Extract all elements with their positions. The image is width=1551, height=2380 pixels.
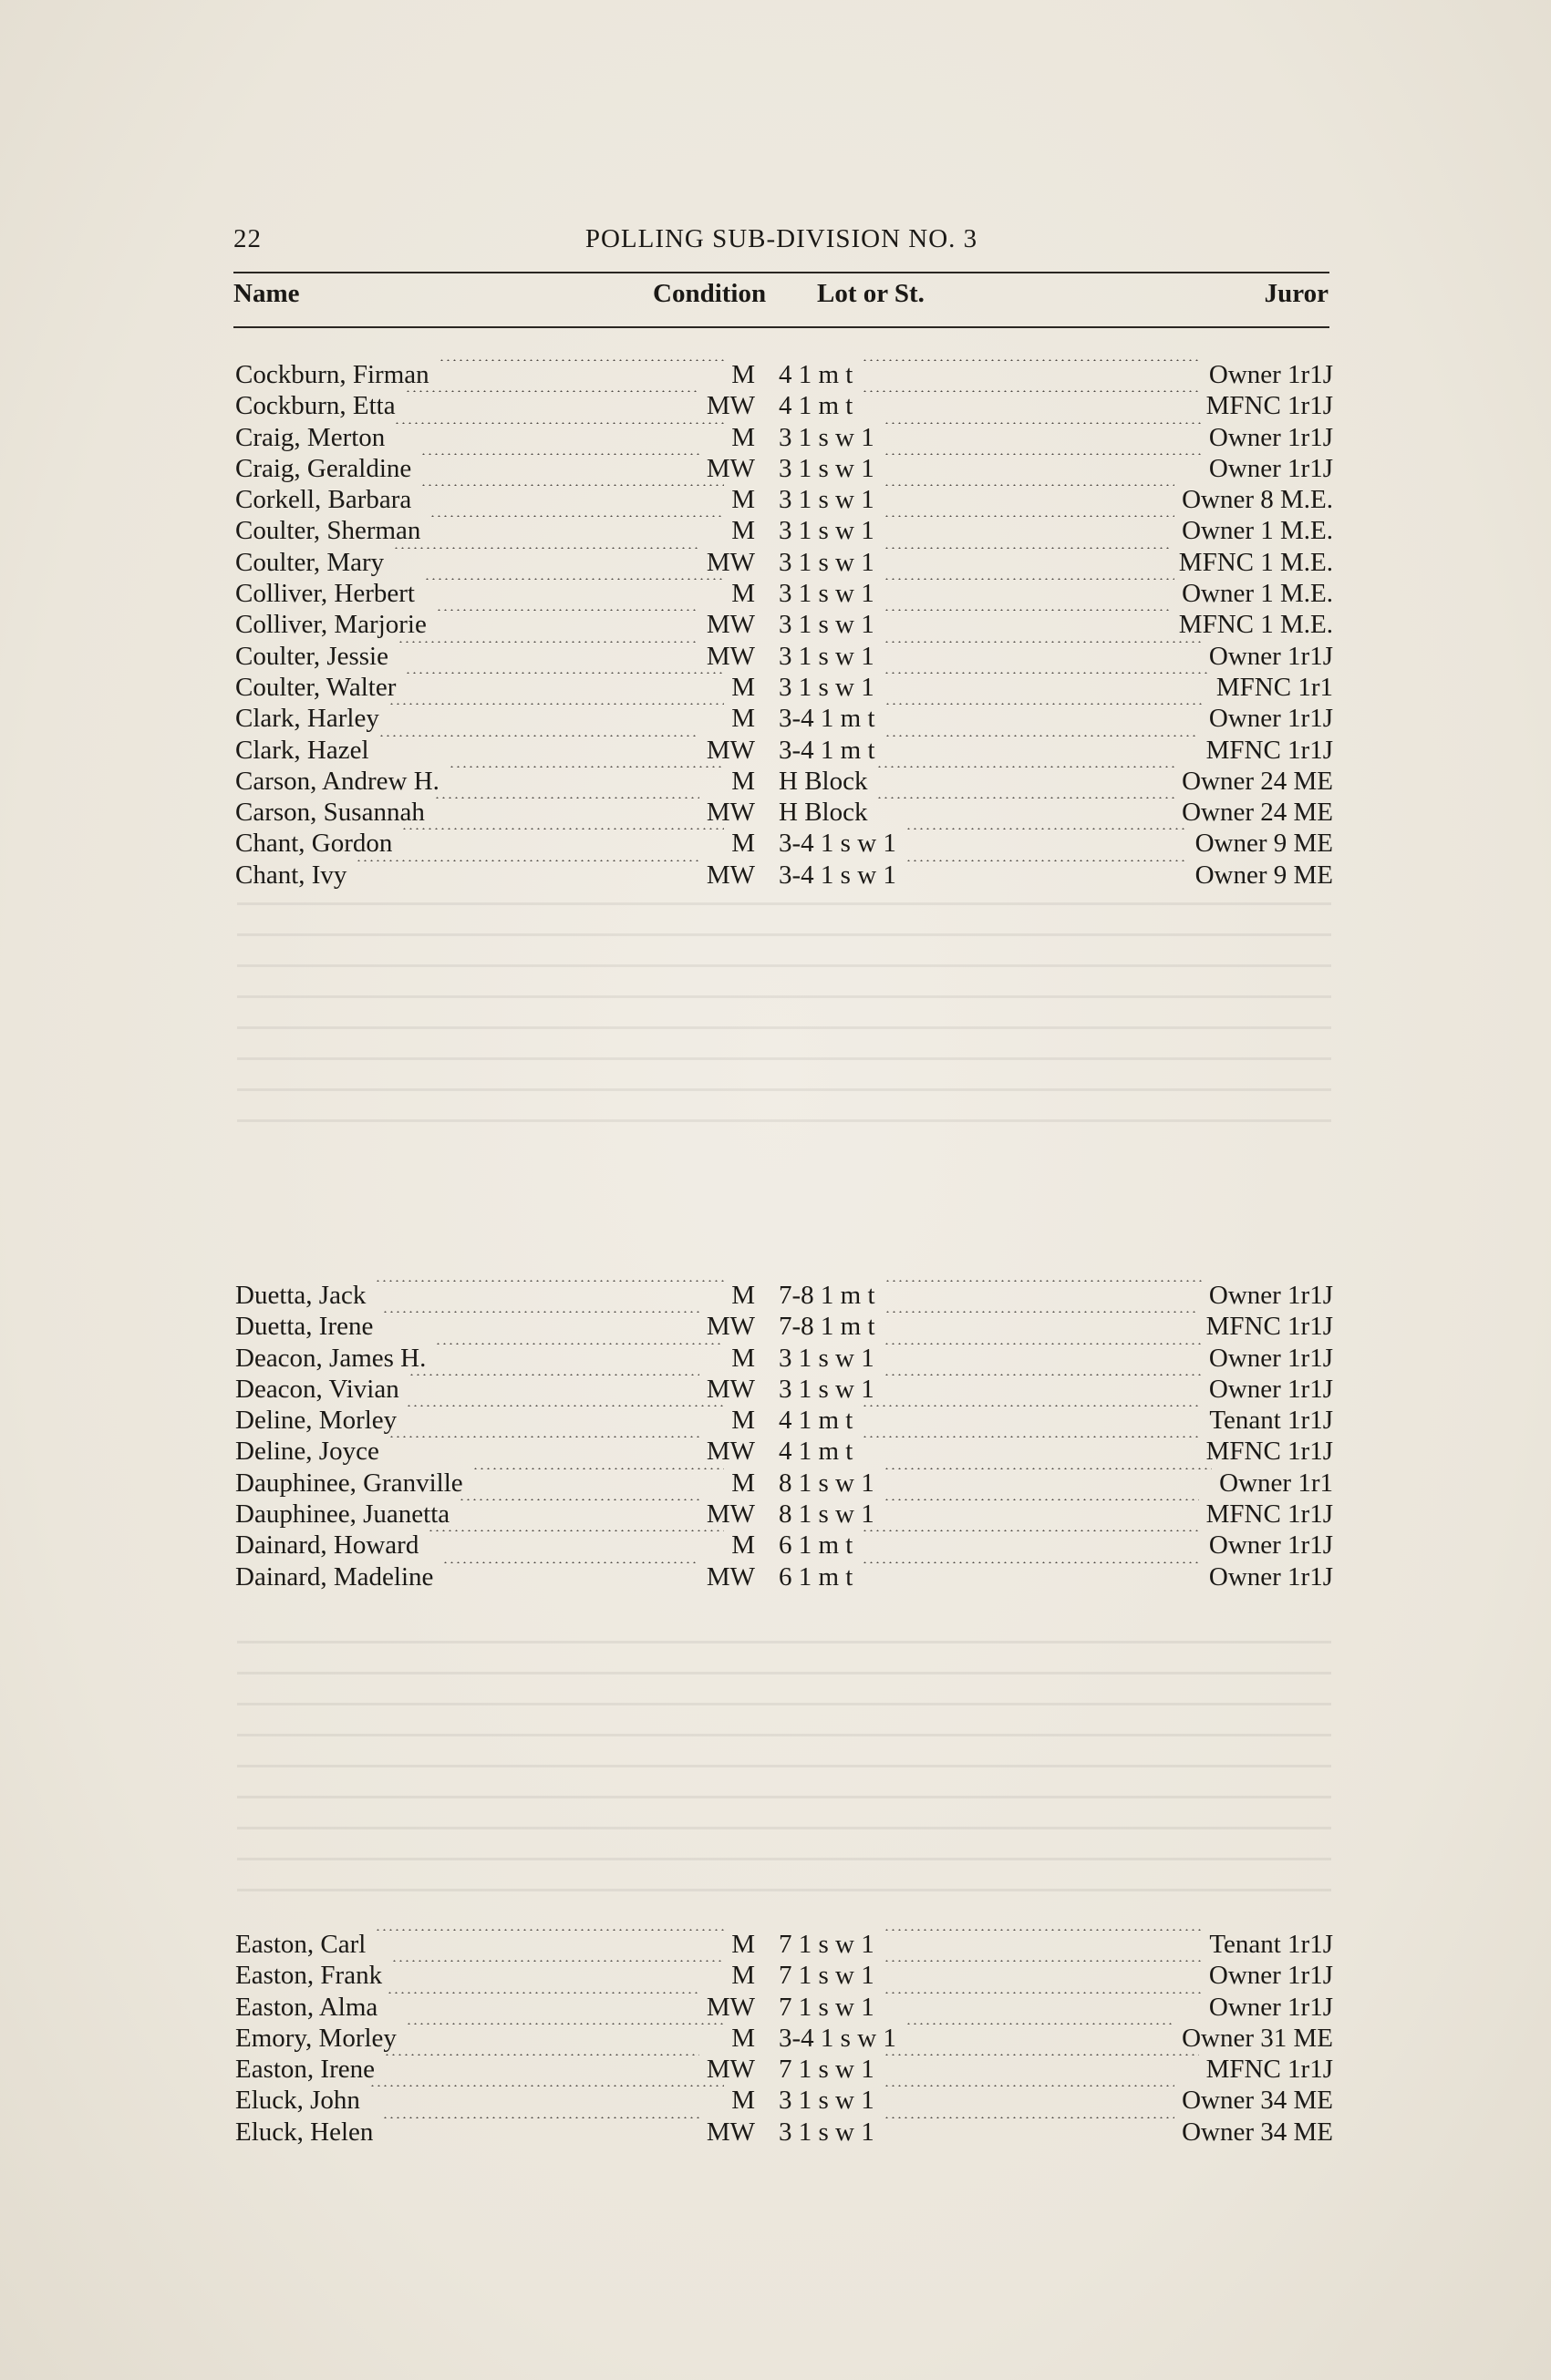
voter-juror: MFNC 1r1 xyxy=(1215,672,1333,702)
voter-condition: M xyxy=(731,1961,755,1991)
voter-juror: MFNC 1r1J xyxy=(1205,391,1333,421)
leader-lot xyxy=(862,1436,1198,1437)
voter-juror: Owner 1r1J xyxy=(1208,1961,1333,1991)
voter-juror: MFNC 1r1J xyxy=(1205,1437,1333,1467)
leader-lot xyxy=(884,1343,1202,1345)
voter-lot: 4 1 m t xyxy=(779,360,853,389)
voter-juror: Owner 34 ME xyxy=(1182,2117,1333,2147)
voter-lot: 3 1 s w 1 xyxy=(779,672,874,702)
voter-lot: 3 1 s w 1 xyxy=(779,579,874,609)
leader-lot xyxy=(876,766,1174,768)
voter-condition: MW xyxy=(706,860,755,890)
voter-row xyxy=(235,1436,1333,1467)
voter-juror: MFNC 1r1J xyxy=(1205,735,1333,765)
voter-name: Cockburn, Etta xyxy=(235,391,396,421)
voter-row xyxy=(235,422,1333,453)
leader-name xyxy=(369,2085,724,2086)
voter-condition: M xyxy=(731,766,755,796)
voter-row xyxy=(235,578,1333,609)
leader-name xyxy=(391,1960,724,1962)
leader-lot xyxy=(884,1960,1202,1962)
voter-name: Easton, Carl xyxy=(235,1930,367,1959)
voter-row xyxy=(235,672,1333,703)
column-header-juror: Juror xyxy=(1264,279,1329,308)
leader-name xyxy=(405,390,699,392)
voter-name: Coulter, Sherman xyxy=(235,516,421,546)
leader-lot xyxy=(884,2117,1174,2118)
bleed-through-bottom xyxy=(237,1641,1331,1914)
voter-row xyxy=(235,2023,1333,2054)
voter-row xyxy=(235,735,1333,766)
voter-group-c xyxy=(235,359,1333,891)
voter-juror: Owner 1r1J xyxy=(1208,1561,1333,1592)
voter-name: Carson, Andrew H. xyxy=(235,766,439,796)
leader-name xyxy=(387,1992,699,1994)
voter-name: Dainard, Madeline xyxy=(235,1561,434,1592)
voter-juror: Owner 1r1J xyxy=(1208,1281,1333,1310)
leader-name xyxy=(384,2054,699,2055)
voter-name: Colliver, Marjorie xyxy=(235,610,427,640)
voter-lot: 7 1 s w 1 xyxy=(779,1992,874,2022)
leader-name xyxy=(459,1499,699,1500)
voter-row xyxy=(235,860,1333,891)
voter-row xyxy=(235,390,1333,421)
voter-condition: M xyxy=(731,1930,755,1959)
voter-condition: MW xyxy=(706,1992,755,2022)
leader-lot xyxy=(884,578,1174,580)
voter-name: Coulter, Jessie xyxy=(235,641,388,671)
voter-row xyxy=(235,1992,1333,2023)
leader-lot xyxy=(862,1530,1202,1531)
voter-lot: 7-8 1 m t xyxy=(779,1312,875,1342)
voter-juror: Owner 1r1J xyxy=(1208,360,1333,389)
voter-juror: Owner 1r1J xyxy=(1208,422,1333,452)
voter-row xyxy=(235,515,1333,546)
voter-row xyxy=(235,1374,1333,1405)
voter-lot: 3 1 s w 1 xyxy=(779,547,874,577)
voter-lot: 3 1 s w 1 xyxy=(779,422,874,452)
voter-condition: MW xyxy=(706,1561,755,1592)
voter-row xyxy=(235,703,1333,734)
leader-lot xyxy=(862,1561,1202,1563)
voter-juror: Owner 24 ME xyxy=(1182,798,1333,828)
leader-lot xyxy=(884,735,1199,737)
voter-row xyxy=(235,1280,1333,1311)
voter-lot: 7 1 s w 1 xyxy=(779,2055,874,2085)
voter-lot: 7 1 s w 1 xyxy=(779,1930,874,1959)
leader-lot xyxy=(862,1405,1202,1406)
voter-condition: M xyxy=(731,2086,755,2116)
voter-name: Dainard, Howard xyxy=(235,1530,419,1561)
voter-name: Chant, Ivy xyxy=(235,860,347,890)
leader-name xyxy=(420,453,699,455)
leader-name xyxy=(394,422,724,424)
voter-lot: 8 1 s w 1 xyxy=(779,1468,874,1498)
voter-name: Deacon, Vivian xyxy=(235,1374,399,1404)
voter-condition: M xyxy=(731,516,755,546)
leader-lot xyxy=(905,2023,1174,2025)
leader-lot xyxy=(884,1468,1212,1469)
voter-row xyxy=(235,2085,1333,2116)
voter-lot: 3-4 1 s w 1 xyxy=(779,860,896,890)
leader-name xyxy=(356,860,698,861)
leader-name xyxy=(401,828,724,829)
leader-lot xyxy=(884,672,1209,674)
voter-juror: Owner 31 ME xyxy=(1182,2023,1333,2053)
leader-lot xyxy=(884,1992,1202,1994)
leader-lot xyxy=(884,1499,1199,1500)
voter-name: Emory, Morley xyxy=(235,2023,397,2053)
voter-group-d xyxy=(235,1280,1333,1592)
voter-row xyxy=(235,359,1333,390)
voter-lot: 3-4 1 m t xyxy=(779,735,875,765)
voter-lot: 3 1 s w 1 xyxy=(779,2086,874,2116)
voter-condition: MW xyxy=(706,798,755,828)
voter-row xyxy=(235,1405,1333,1436)
voter-row xyxy=(235,484,1333,515)
voter-condition: MW xyxy=(706,453,755,483)
voter-juror: Owner 1r1J xyxy=(1208,1343,1333,1373)
voter-name: Deline, Joyce xyxy=(235,1437,379,1467)
leader-lot xyxy=(884,1374,1202,1375)
voter-condition: M xyxy=(731,829,755,859)
voter-lot: 3 1 s w 1 xyxy=(779,1374,874,1404)
voter-lot: 4 1 m t xyxy=(779,391,853,421)
voter-juror: Owner 1r1J xyxy=(1208,704,1333,734)
voter-condition: MW xyxy=(706,1312,755,1342)
header-rule xyxy=(233,272,1329,273)
voter-lot: 3-4 1 s w 1 xyxy=(779,829,896,859)
voter-row xyxy=(235,641,1333,672)
voter-juror: Owner 1 M.E. xyxy=(1182,579,1333,609)
leader-name xyxy=(435,1343,724,1345)
voter-row xyxy=(235,1960,1333,1991)
voter-condition: M xyxy=(731,360,755,389)
leader-lot xyxy=(884,641,1202,643)
voter-condition: MW xyxy=(706,641,755,671)
voter-name: Craig, Geraldine xyxy=(235,453,412,483)
leader-lot xyxy=(884,453,1202,455)
voter-name: Deline, Morley xyxy=(235,1406,398,1436)
leader-lot xyxy=(876,797,1174,798)
voter-lot: 3 1 s w 1 xyxy=(779,2117,874,2147)
leader-name xyxy=(442,1561,698,1563)
voter-name: Eluck, Helen xyxy=(235,2117,374,2147)
voter-juror: Owner 1r1J xyxy=(1208,1530,1333,1561)
voter-name: Eluck, John xyxy=(235,2086,360,2116)
voter-juror: Owner 1r1J xyxy=(1208,453,1333,483)
voter-lot: H Block xyxy=(779,798,868,828)
voter-condition: MW xyxy=(706,2117,755,2147)
leader-name xyxy=(378,735,699,737)
voter-name: Easton, Alma xyxy=(235,1992,378,2022)
leader-lot xyxy=(862,390,1198,392)
voter-condition: MW xyxy=(706,1374,755,1404)
voter-lot: 3 1 s w 1 xyxy=(779,1343,874,1373)
voter-condition: M xyxy=(731,579,755,609)
voter-condition: M xyxy=(731,1468,755,1498)
voter-row xyxy=(235,2054,1333,2085)
voter-lot: H Block xyxy=(779,766,868,796)
voter-condition: MW xyxy=(706,735,755,765)
leader-lot xyxy=(884,2085,1174,2086)
voter-name: Clark, Hazel xyxy=(235,735,369,765)
voter-condition: MW xyxy=(706,391,755,421)
leader-name xyxy=(388,703,724,705)
leader-name xyxy=(408,1374,699,1375)
voter-lot: 3 1 s w 1 xyxy=(779,516,874,546)
voter-juror: Owner 1r1J xyxy=(1208,641,1333,671)
voter-row xyxy=(235,1468,1333,1499)
leader-lot xyxy=(884,2054,1199,2055)
leader-lot xyxy=(884,547,1172,549)
leader-lot xyxy=(862,359,1202,361)
voter-juror: Owner 34 ME xyxy=(1182,2086,1333,2116)
voter-row xyxy=(235,1343,1333,1374)
voter-row xyxy=(235,1929,1333,1960)
voter-condition: M xyxy=(731,485,755,515)
leader-lot xyxy=(884,484,1174,486)
voter-name: Carson, Susannah xyxy=(235,798,425,828)
leader-name xyxy=(405,672,724,674)
voter-group-e xyxy=(235,1929,1333,2148)
leader-lot xyxy=(884,703,1202,705)
leader-name xyxy=(406,2023,724,2025)
voter-juror: Owner 1r1J xyxy=(1208,1374,1333,1404)
voter-name: Dauphinee, Granville xyxy=(235,1468,463,1498)
column-header-name: Name xyxy=(233,279,300,308)
leader-name xyxy=(406,1405,724,1406)
voter-row xyxy=(235,609,1333,640)
column-header-rule xyxy=(233,326,1329,328)
leader-name xyxy=(449,766,724,768)
voter-row xyxy=(235,2117,1333,2148)
voter-name: Coulter, Walter xyxy=(235,672,397,702)
leader-lot xyxy=(884,1929,1203,1931)
voter-name: Deacon, James H. xyxy=(235,1343,427,1373)
voter-lot: 6 1 m t xyxy=(779,1561,853,1592)
voter-juror: MFNC 1r1J xyxy=(1205,1499,1333,1530)
voter-juror: Tenant 1r1J xyxy=(1209,1930,1333,1959)
column-header-lot: Lot or St. xyxy=(817,279,925,308)
leader-name xyxy=(420,484,724,486)
leader-name xyxy=(428,1530,724,1531)
leader-lot xyxy=(905,828,1188,829)
voter-lot: 7 1 s w 1 xyxy=(779,1961,874,1991)
voter-condition: M xyxy=(731,1406,755,1436)
voter-name: Clark, Harley xyxy=(235,704,379,734)
voter-row xyxy=(235,1530,1333,1561)
voter-lot: 6 1 m t xyxy=(779,1530,853,1561)
leader-name xyxy=(375,1280,724,1282)
voter-condition: MW xyxy=(706,2055,755,2085)
section-title: POLLING SUB-DIVISION NO. 3 xyxy=(584,224,978,253)
voter-name: Easton, Frank xyxy=(235,1961,383,1991)
leader-name xyxy=(436,609,699,611)
voter-name: Duetta, Jack xyxy=(235,1281,367,1310)
voter-name: Cockburn, Firman xyxy=(235,360,429,389)
voter-condition: MW xyxy=(706,1499,755,1530)
voter-condition: M xyxy=(731,672,755,702)
voter-juror: Tenant 1r1J xyxy=(1209,1406,1333,1436)
voter-name: Coulter, Mary xyxy=(235,547,385,577)
leader-lot xyxy=(884,1311,1199,1313)
voter-lot: 3 1 s w 1 xyxy=(779,453,874,483)
voter-condition: M xyxy=(731,422,755,452)
voter-juror: MFNC 1 M.E. xyxy=(1178,547,1333,577)
voter-lot: 3 1 s w 1 xyxy=(779,610,874,640)
voter-condition: M xyxy=(731,1530,755,1561)
voter-condition: M xyxy=(731,2023,755,2053)
voter-condition: M xyxy=(731,1343,755,1373)
leader-lot xyxy=(905,860,1188,861)
voter-row xyxy=(235,1499,1333,1530)
voter-name: Corkell, Barbara xyxy=(235,485,412,515)
voter-row xyxy=(235,1311,1333,1342)
voter-juror: MFNC 1r1J xyxy=(1205,1312,1333,1342)
leader-name xyxy=(393,547,699,549)
voter-juror: Owner 9 ME xyxy=(1194,829,1333,859)
voter-lot: 8 1 s w 1 xyxy=(779,1499,874,1530)
leader-lot xyxy=(884,515,1174,517)
voter-juror: Owner 24 ME xyxy=(1182,766,1333,796)
bleed-through-top xyxy=(237,902,1331,1139)
page-header xyxy=(233,224,1329,261)
leader-name xyxy=(439,359,725,361)
voter-condition: M xyxy=(731,704,755,734)
leader-name xyxy=(382,2117,698,2118)
voter-lot: 4 1 m t xyxy=(779,1406,853,1436)
voter-name: Craig, Merton xyxy=(235,422,386,452)
leader-lot xyxy=(884,422,1202,424)
voter-juror: Owner 9 ME xyxy=(1194,860,1333,890)
voter-name: Colliver, Herbert xyxy=(235,579,415,609)
leader-name xyxy=(434,797,699,798)
leader-name xyxy=(382,1311,698,1313)
voter-lot: 7-8 1 m t xyxy=(779,1281,875,1310)
voter-condition: MW xyxy=(706,547,755,577)
voter-juror: Owner 1r1J xyxy=(1208,1992,1333,2022)
voter-row xyxy=(235,828,1333,859)
leader-name xyxy=(398,641,699,643)
voter-row xyxy=(235,1561,1333,1592)
voter-row xyxy=(235,797,1333,828)
voter-juror: Owner 1 M.E. xyxy=(1182,516,1333,546)
voter-row xyxy=(235,547,1333,578)
leader-name xyxy=(424,578,724,580)
voter-lot: 3 1 s w 1 xyxy=(779,641,874,671)
voter-name: Duetta, Irene xyxy=(235,1312,374,1342)
leader-name xyxy=(429,515,724,517)
voter-lot: 3-4 1 s w 1 xyxy=(779,2023,896,2053)
voter-condition: MW xyxy=(706,1437,755,1467)
voter-juror: MFNC 1 M.E. xyxy=(1178,610,1333,640)
voter-lot: 4 1 m t xyxy=(779,1437,853,1467)
voter-name: Chant, Gordon xyxy=(235,829,393,859)
voter-row xyxy=(235,766,1333,797)
voter-row xyxy=(235,453,1333,484)
leader-lot xyxy=(884,609,1172,611)
voter-condition: MW xyxy=(706,610,755,640)
leader-name xyxy=(472,1468,725,1469)
voter-name: Easton, Irene xyxy=(235,2055,375,2085)
voter-name: Dauphinee, Juanetta xyxy=(235,1499,450,1530)
leader-name xyxy=(375,1929,724,1931)
voter-juror: MFNC 1r1J xyxy=(1205,2055,1333,2085)
column-header-condition: Condition xyxy=(653,279,767,308)
voter-juror: Owner 1r1 xyxy=(1219,1468,1333,1498)
voter-lot: 3 1 s w 1 xyxy=(779,485,874,515)
leader-lot xyxy=(884,1280,1202,1282)
voter-lot: 3-4 1 m t xyxy=(779,704,875,734)
voter-juror: Owner 8 M.E. xyxy=(1182,485,1333,515)
page-number: 22 xyxy=(233,224,262,253)
leader-name xyxy=(388,1436,699,1437)
voter-condition: M xyxy=(731,1281,755,1310)
